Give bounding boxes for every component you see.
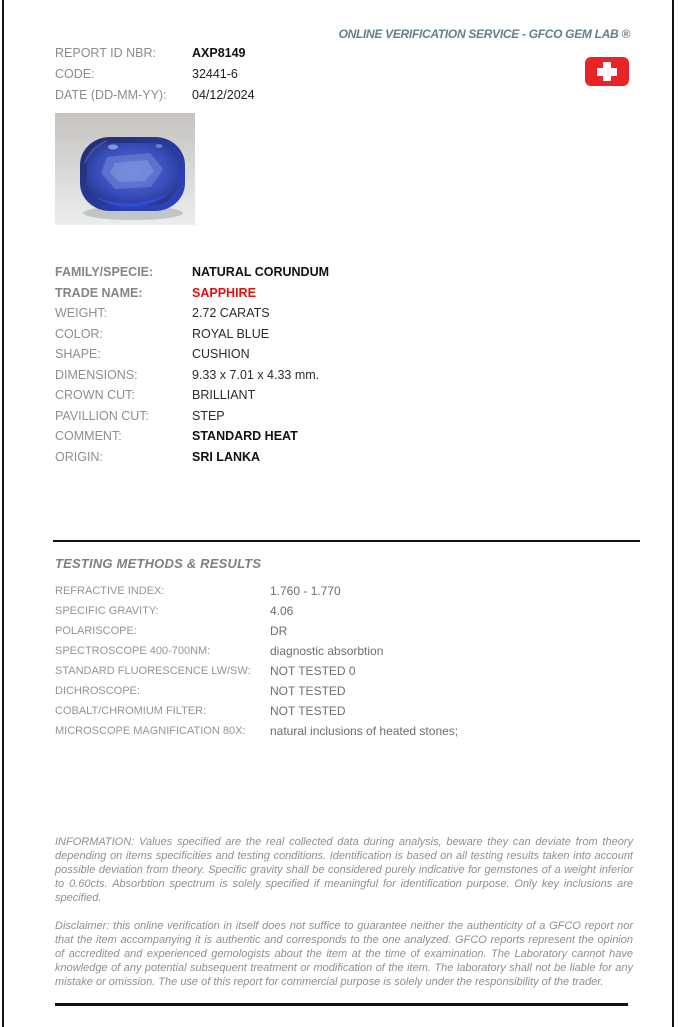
dichroscope-value: NOT TESTED — [270, 684, 346, 698]
test-row-dichroscope — [55, 684, 630, 704]
code-value: 32441-6 — [192, 67, 238, 81]
footer-rule — [55, 1003, 628, 1006]
refractive-index-value: 1.760 - 1.770 — [270, 584, 341, 598]
detail-row-weight — [55, 306, 630, 327]
date-label: DATE (DD-MM-YY): — [55, 88, 167, 102]
specific-gravity-label: SPECIFIC GRAVITY: — [55, 605, 159, 617]
spectroscope-value: diagnostic absorbtion — [270, 644, 384, 658]
test-row-cobalt-filter — [55, 704, 630, 724]
detail-row-pavillion-cut — [55, 409, 630, 430]
test-row-polariscope — [55, 624, 630, 644]
comment-label: COMMENT: — [55, 429, 122, 443]
report-id-label: REPORT ID NBR: — [55, 46, 156, 60]
detail-row-color — [55, 327, 630, 348]
code-label: CODE: — [55, 67, 95, 81]
test-row-specific-gravity — [55, 604, 630, 624]
family-label: FAMILY/SPECIE: — [55, 265, 154, 279]
testing-section-heading: TESTING METHODS & RESULTS — [55, 556, 262, 571]
crown-cut-value: BRILLIANT — [192, 388, 256, 402]
crown-cut-label: CROWN CUT: — [55, 388, 135, 402]
test-row-refractive-index — [55, 584, 630, 604]
sapphire-gem-photo — [55, 113, 195, 225]
report-id-value: AXP8149 — [192, 46, 246, 60]
shape-value: CUSHION — [192, 347, 250, 361]
dimensions-label: DIMENSIONS: — [55, 367, 138, 382]
detail-row-comment — [55, 429, 630, 450]
report-id-row — [55, 46, 455, 67]
color-value: ROYAL BLUE — [192, 326, 270, 341]
pavillion-cut-label: PAVILLION CUT: — [55, 408, 150, 423]
detail-row-shape — [55, 347, 630, 368]
trade-name-value: SAPPHIRE — [192, 285, 256, 300]
page-border-left — [2, 0, 4, 1027]
color-label: COLOR: — [55, 326, 103, 341]
comment-value: STANDARD HEAT — [192, 429, 298, 443]
page-border-right — [672, 0, 674, 1027]
pavillion-cut-value: STEP — [192, 408, 225, 423]
test-row-spectroscope — [55, 644, 630, 664]
date-row — [55, 88, 455, 109]
service-title: ONLINE VERIFICATION SERVICE - GFCO GEM LAB ® — [338, 27, 630, 41]
specific-gravity-value: 4.06 — [270, 604, 294, 618]
sapphire-gem-illustration — [55, 113, 195, 225]
detail-row-origin — [55, 450, 630, 471]
fluorescence-label: STANDARD FLUORESCENCE LW/SW: — [55, 665, 251, 677]
swiss-flag-icon — [585, 57, 629, 86]
detail-row-dimensions — [55, 368, 630, 389]
cobalt-filter-label: COBALT/CHROMIUM FILTER: — [55, 705, 207, 717]
dichroscope-label: DICHROSCOPE: — [55, 685, 140, 697]
shape-label: SHAPE: — [55, 347, 101, 361]
detail-row-trade-name — [55, 286, 630, 307]
microscope-label: MICROSCOPE MAGNIFICATION 80X: — [55, 725, 246, 737]
swiss-cross-horizontal — [597, 68, 617, 76]
report-id-block — [55, 46, 455, 109]
dimensions-value: 9.33 x 7.01 x 4.33 mm. — [192, 367, 320, 382]
information-paragraph: INFORMATION: Values specified are the real collected data during analysis, beware they can deviate from theory depending on items specificities and testing conditions. Identification is based on all testing results taken into account possible deviation from theory. Specific gravity shall be considered purely indicative for gemstones of a weight inferior to 0.60cts. Absorbtion spectrum is solely specified if meaningful for identification purpose. Only key inclusions are specified. — [55, 836, 633, 904]
family-value: NATURAL CORUNDUM — [192, 265, 330, 279]
trade-name-label: TRADE NAME: — [55, 285, 143, 300]
date-value: 04/12/2024 — [192, 88, 255, 102]
weight-value: 2.72 CARATS — [192, 306, 270, 320]
disclaimer-paragraph: Disclaimer: this online verification in itself does not suffice to guarantee neither the authenticity of a GFCO report nor that the item accompanying it is authentic and corresponds to the one analyzed. GFCO reports represent the opinion of accredited and experienced gemologists about the item at the time of examination. The Laboratory cannot have knowledge of any potential subsequent treatment or modification of the item. The laboratory shall not be liable for any mistake or omission. The use of this report for commercial purpose is solely under the responsibility of the trader. — [55, 920, 633, 988]
polariscope-label: POLARISCOPE: — [55, 625, 137, 637]
testing-results-section — [55, 584, 630, 744]
section-divider — [53, 540, 640, 542]
detail-row-family — [55, 265, 630, 286]
microscope-value: natural inclusions of heated stones; — [270, 724, 459, 738]
origin-label: ORIGIN: — [55, 449, 103, 464]
refractive-index-label: REFRACTIVE INDEX: — [55, 585, 165, 597]
spectroscope-label: SPECTROSCOPE 400-700NM: — [55, 645, 211, 657]
origin-value: SRI LANKA — [192, 449, 261, 464]
weight-label: WEIGHT: — [55, 306, 108, 320]
fluorescence-value: NOT TESTED 0 — [270, 664, 356, 678]
test-row-microscope — [55, 724, 630, 744]
detail-row-crown-cut — [55, 388, 630, 409]
test-row-fluorescence — [55, 664, 630, 684]
cobalt-filter-value: NOT TESTED — [270, 704, 346, 718]
code-row — [55, 67, 455, 88]
polariscope-value: DR — [270, 624, 288, 638]
gem-details-section — [55, 265, 630, 470]
